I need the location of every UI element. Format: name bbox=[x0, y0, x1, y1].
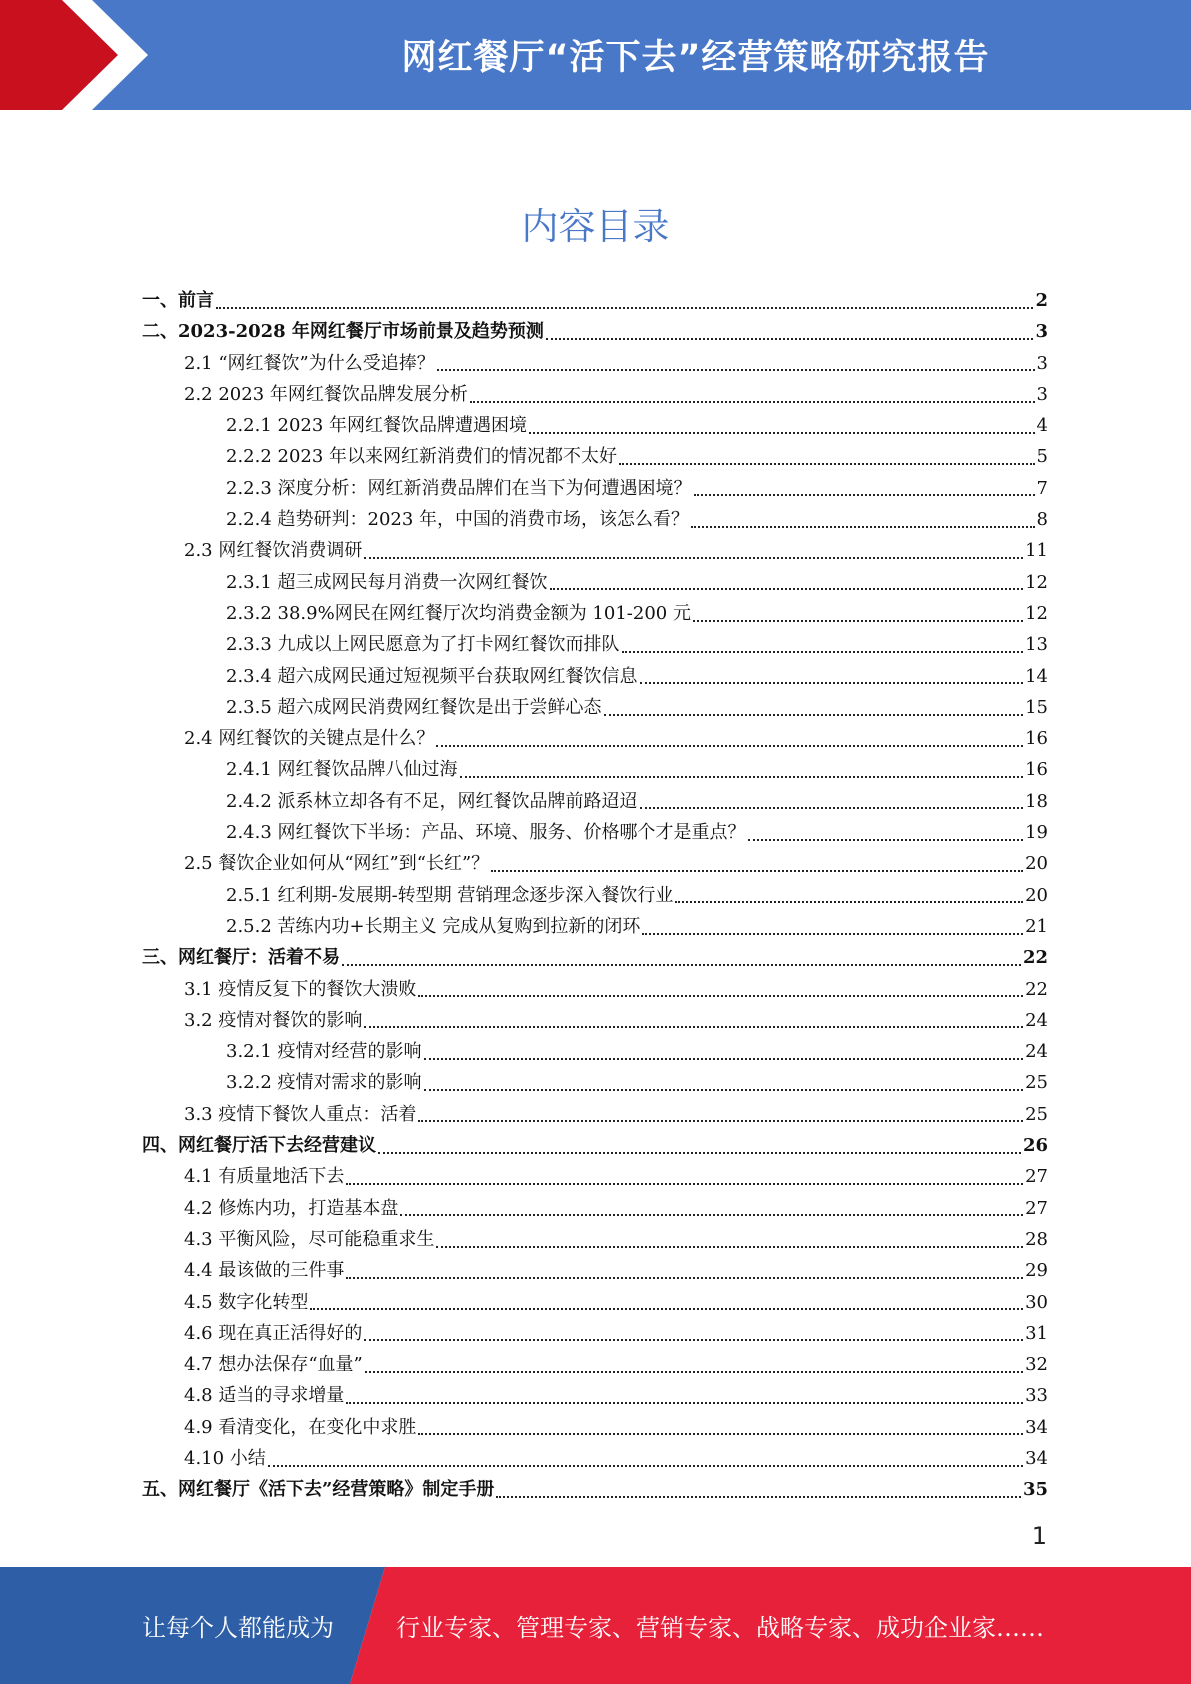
toc-entry-title: 2.4.3 网红餐饮下半场：产品、环境、服务、价格哪个才是重点？ bbox=[226, 822, 746, 844]
toc-entry[interactable] bbox=[142, 567, 1048, 598]
toc-entry[interactable] bbox=[142, 1005, 1048, 1036]
dot-leader bbox=[346, 1183, 1023, 1185]
toc-entry-title: 4.7 想办法保存“血量” bbox=[184, 1354, 363, 1376]
toc-entry-title: 四、网红餐厅活下去经营建议 bbox=[142, 1135, 376, 1157]
dot-leader bbox=[470, 401, 1035, 403]
dot-leader bbox=[364, 1339, 1023, 1341]
toc-entry-title: 3.1 疫情反复下的餐饮大溃败 bbox=[184, 978, 417, 1000]
toc-entry[interactable] bbox=[142, 692, 1048, 723]
toc-entry[interactable] bbox=[142, 848, 1048, 879]
toc-entry-page: 12 bbox=[1025, 602, 1048, 624]
toc-entry-page: 25 bbox=[1025, 1103, 1048, 1125]
toc-entry-page: 21 bbox=[1025, 915, 1048, 937]
toc-entry-page: 34 bbox=[1025, 1416, 1048, 1438]
toc-entry-title: 2.2.3 深度分析：网红新消费品牌们在当下为何遭遇困境？ bbox=[226, 477, 692, 499]
toc-entry-title: 2.3.2 38.9%网民在网红餐厅次均消费金额为 101-200 元 bbox=[226, 602, 691, 624]
dot-leader bbox=[675, 901, 1023, 903]
toc-entry[interactable] bbox=[142, 473, 1048, 504]
dot-leader bbox=[424, 1089, 1024, 1091]
toc-entry[interactable] bbox=[142, 661, 1048, 692]
toc-entry[interactable] bbox=[142, 1443, 1048, 1474]
toc-entry-title: 4.5 数字化转型 bbox=[184, 1291, 309, 1313]
toc-entry-title: 2.2.2 2023 年以来网红新消费们的情况都不太好 bbox=[226, 446, 618, 468]
toc-entry-page: 20 bbox=[1025, 853, 1048, 875]
toc-entry-title: 三、网红餐厅：活着不易 bbox=[142, 947, 340, 969]
dot-leader bbox=[342, 964, 1021, 966]
dot-leader bbox=[418, 1120, 1023, 1122]
dot-leader bbox=[424, 1058, 1024, 1060]
dot-leader bbox=[619, 463, 1034, 465]
toc-entry-title: 2.2.1 2023 年网红餐饮品牌遭遇困境 bbox=[226, 415, 528, 437]
toc-entry[interactable] bbox=[142, 1067, 1048, 1098]
dot-leader bbox=[310, 1308, 1023, 1310]
toc-entry-title: 4.9 看清变化，在变化中求胜 bbox=[184, 1416, 417, 1438]
toc-entry-title: 4.1 有质量地活下去 bbox=[184, 1166, 345, 1188]
toc-entry[interactable] bbox=[142, 942, 1048, 973]
dot-leader bbox=[550, 588, 1024, 590]
toc-entry-title: 2.5 餐饮企业如何从“网红”到“长红”？ bbox=[184, 853, 490, 875]
toc-entry-page: 34 bbox=[1025, 1447, 1048, 1469]
toc-entry-title: 3.2 疫情对餐饮的影响 bbox=[184, 1009, 363, 1031]
dot-leader bbox=[436, 745, 1023, 747]
toc-entry-page: 12 bbox=[1025, 571, 1048, 593]
report-title: 网红餐厅“活下去”经营策略研究报告 bbox=[401, 38, 990, 78]
toc-entry[interactable] bbox=[142, 629, 1048, 660]
toc-entry-page: 14 bbox=[1025, 665, 1048, 687]
toc-entry-title: 2.2 2023 年网红餐饮品牌发展分析 bbox=[184, 383, 468, 405]
toc-entry-page: 3 bbox=[1035, 321, 1048, 343]
toc-entry-title: 2.5.1 红利期-发展期-转型期 营销理念逐步深入餐饮行业 bbox=[226, 884, 674, 906]
dot-leader bbox=[694, 494, 1035, 496]
toc-entry[interactable] bbox=[142, 1318, 1048, 1349]
dot-leader bbox=[418, 995, 1023, 997]
dot-leader bbox=[640, 807, 1024, 809]
dot-leader bbox=[346, 1402, 1023, 1404]
toc-entry-page: 18 bbox=[1025, 790, 1048, 812]
toc-entry[interactable] bbox=[142, 1193, 1048, 1224]
page-number: 1 bbox=[1031, 1522, 1047, 1550]
toc-entry[interactable] bbox=[142, 1099, 1048, 1130]
toc-entry-page: 3 bbox=[1036, 383, 1048, 405]
toc-entry[interactable] bbox=[142, 348, 1048, 379]
dot-leader bbox=[496, 1496, 1021, 1498]
toc-entry[interactable] bbox=[142, 504, 1048, 535]
toc-entry-page: 22 bbox=[1025, 978, 1048, 1000]
toc-entry[interactable] bbox=[142, 285, 1048, 316]
toc-entry[interactable] bbox=[142, 786, 1048, 817]
header-chevron-icon bbox=[0, 0, 150, 110]
toc-entry-page: 5 bbox=[1036, 446, 1048, 468]
footer-band bbox=[0, 1567, 1191, 1684]
toc-entry[interactable] bbox=[142, 379, 1048, 410]
toc-entry-page: 32 bbox=[1025, 1354, 1048, 1376]
toc-entry-page: 8 bbox=[1036, 509, 1048, 531]
table-of-contents bbox=[142, 285, 1048, 1506]
toc-entry-title: 4.3 平衡风险，尽可能稳重求生 bbox=[184, 1228, 435, 1250]
toc-entry-page: 11 bbox=[1025, 540, 1048, 562]
toc-entry[interactable] bbox=[142, 974, 1048, 1005]
dot-leader bbox=[418, 1433, 1023, 1435]
toc-entry-page: 16 bbox=[1025, 759, 1048, 781]
toc-entry-title: 2.3 网红餐饮消费调研 bbox=[184, 540, 363, 562]
dot-leader bbox=[622, 651, 1024, 653]
dot-leader bbox=[640, 682, 1024, 684]
footer-slogan-right: 行业专家、管理专家、营销专家、战略专家、成功企业家…… bbox=[396, 1614, 1044, 1642]
toc-entry[interactable] bbox=[142, 1349, 1048, 1380]
toc-entry-title: 3.2.2 疫情对需求的影响 bbox=[226, 1072, 422, 1094]
toc-entry-page: 30 bbox=[1025, 1291, 1048, 1313]
toc-entry[interactable] bbox=[142, 754, 1048, 785]
dot-leader bbox=[693, 620, 1023, 622]
dot-leader bbox=[436, 1246, 1023, 1248]
toc-entry-page: 35 bbox=[1022, 1479, 1048, 1501]
toc-entry-page: 24 bbox=[1025, 1009, 1048, 1031]
toc-entry-page: 22 bbox=[1022, 947, 1048, 969]
toc-entry-title: 2.4.1 网红餐饮品牌八仙过海 bbox=[226, 759, 458, 781]
dot-leader bbox=[529, 432, 1034, 434]
toc-entry-page: 13 bbox=[1025, 634, 1048, 656]
dot-leader bbox=[437, 369, 1035, 371]
toc-entry-title: 2.4.2 派系林立却各有不足，网红餐饮品牌前路迢迢 bbox=[226, 790, 638, 812]
toc-entry-page: 16 bbox=[1025, 728, 1048, 750]
dot-leader bbox=[216, 307, 1033, 309]
toc-entry[interactable] bbox=[142, 535, 1048, 566]
toc-entry[interactable] bbox=[142, 410, 1048, 441]
toc-entry-title: 4.4 最该做的三件事 bbox=[184, 1260, 345, 1282]
toc-entry[interactable] bbox=[142, 1224, 1048, 1255]
dot-leader bbox=[268, 1465, 1023, 1467]
dot-leader bbox=[364, 1026, 1023, 1028]
toc-entry[interactable] bbox=[142, 880, 1048, 911]
toc-entry[interactable] bbox=[142, 1255, 1048, 1286]
dot-leader bbox=[642, 933, 1023, 935]
toc-entry-page: 28 bbox=[1025, 1228, 1048, 1250]
toc-entry-title: 2.2.4 趋势研判：2023 年，中国的消费市场，该怎么看？ bbox=[226, 509, 690, 531]
toc-entry[interactable] bbox=[142, 1412, 1048, 1443]
toc-entry-title: 2.5.2 苦练内功+长期主义 完成从复购到拉新的闭环 bbox=[226, 915, 641, 937]
toc-entry[interactable] bbox=[142, 316, 1048, 347]
dot-leader bbox=[604, 714, 1024, 716]
toc-entry-page: 3 bbox=[1036, 352, 1048, 374]
toc-entry-title: 2.1 “网红餐饮”为什么受追捧？ bbox=[184, 352, 435, 374]
toc-entry[interactable] bbox=[142, 1287, 1048, 1318]
toc-entry-title: 2.3.1 超三成网民每月消费一次网红餐饮 bbox=[226, 571, 548, 593]
toc-entry-title: 4.10 小结 bbox=[184, 1447, 266, 1469]
dot-leader bbox=[546, 338, 1034, 340]
toc-entry-page: 19 bbox=[1025, 822, 1048, 844]
toc-entry-page: 25 bbox=[1025, 1072, 1048, 1094]
toc-entry-title: 二、2023-2028 年网红餐厅市场前景及趋势预测 bbox=[142, 321, 544, 343]
toc-entry-page: 33 bbox=[1025, 1385, 1048, 1407]
toc-heading: 内容目录 bbox=[521, 205, 670, 248]
dot-leader bbox=[748, 839, 1024, 841]
toc-entry-page: 2 bbox=[1035, 290, 1048, 311]
dot-leader bbox=[691, 526, 1034, 528]
toc-entry-page: 31 bbox=[1025, 1322, 1048, 1344]
toc-entry-page: 26 bbox=[1022, 1135, 1048, 1157]
toc-entry-title: 五、网红餐厅《活下去”经营策略》制定手册 bbox=[142, 1479, 495, 1501]
toc-entry-title: 2.3.5 超六成网民消费网红餐饮是出于尝鲜心态 bbox=[226, 696, 602, 718]
toc-entry-page: 27 bbox=[1025, 1166, 1048, 1188]
dot-leader bbox=[491, 870, 1023, 872]
toc-entry-title: 4.2 修炼内功，打造基本盘 bbox=[184, 1197, 399, 1219]
toc-entry[interactable] bbox=[142, 1036, 1048, 1067]
toc-entry[interactable] bbox=[142, 441, 1048, 472]
toc-entry-page: 4 bbox=[1036, 415, 1048, 437]
toc-entry-title: 2.3.4 超六成网民通过短视频平台获取网红餐饮信息 bbox=[226, 665, 638, 687]
toc-entry-title: 2.4 网红餐饮的关键点是什么？ bbox=[184, 728, 435, 750]
toc-entry[interactable] bbox=[142, 1161, 1048, 1192]
toc-entry-page: 7 bbox=[1036, 477, 1048, 499]
toc-entry-title: 4.6 现在真正活得好的 bbox=[184, 1322, 363, 1344]
toc-entry-title: 3.3 疫情下餐饮人重点：活着 bbox=[184, 1103, 417, 1125]
dot-leader bbox=[378, 1152, 1021, 1154]
toc-entry-title: 一、前言 bbox=[142, 290, 214, 311]
toc-entry[interactable] bbox=[142, 911, 1048, 942]
toc-entry-page: 27 bbox=[1025, 1197, 1048, 1219]
toc-entry[interactable] bbox=[142, 1380, 1048, 1411]
toc-entry[interactable] bbox=[142, 1130, 1048, 1161]
dot-leader bbox=[460, 776, 1024, 778]
toc-entry[interactable] bbox=[142, 723, 1048, 754]
toc-entry-page: 15 bbox=[1025, 696, 1048, 718]
toc-entry-page: 29 bbox=[1025, 1260, 1048, 1282]
toc-entry[interactable] bbox=[142, 598, 1048, 629]
dot-leader bbox=[400, 1214, 1023, 1216]
dot-leader bbox=[346, 1277, 1023, 1279]
toc-entry[interactable] bbox=[142, 1474, 1048, 1505]
header-band bbox=[0, 0, 1191, 110]
toc-entry-title: 4.8 适当的寻求增量 bbox=[184, 1385, 345, 1407]
dot-leader bbox=[364, 557, 1023, 559]
dot-leader bbox=[365, 1371, 1023, 1373]
toc-entry-title: 2.3.3 九成以上网民愿意为了打卡网红餐饮而排队 bbox=[226, 634, 620, 656]
toc-entry-title: 3.2.1 疫情对经营的影响 bbox=[226, 1041, 422, 1063]
toc-entry-page: 20 bbox=[1025, 884, 1048, 906]
footer-slogan-left: 让每个人都能成为 bbox=[142, 1614, 334, 1642]
toc-entry[interactable] bbox=[142, 817, 1048, 848]
toc-entry-page: 24 bbox=[1025, 1041, 1048, 1063]
